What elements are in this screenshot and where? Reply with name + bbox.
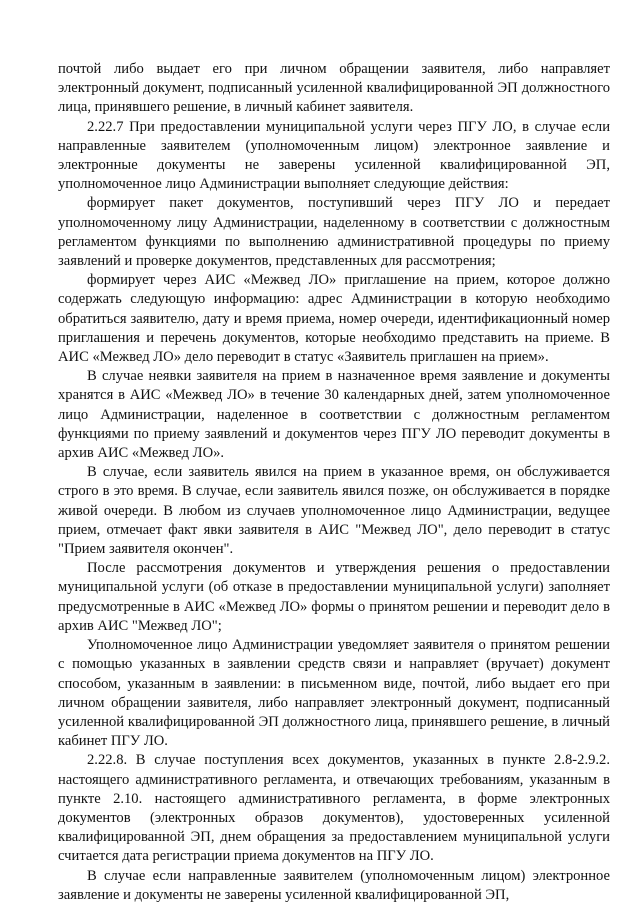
paragraph-after-review: После рассмотрения документов и утверждения решения о предоставлении муниципальной услуги (об отказе в предоставлении муниципальной услуги) заполняет предусмотренные в АИС «Межвед ЛО» формы о принятом решении и переводит дело в архив АИС "Межвед ЛО"; bbox=[58, 560, 610, 634]
paragraph-appeared: В случае, если заявитель явился на прием в указанное время, он обслуживается строго в это время. В случае, если заявитель явился позже, он обслуживается в порядке живой очереди. В любом из случаев уполномоченное лицо Администрации, ведущее прием, отмечает факт явки заявителя в АИС "Межвед ЛО", дело переводит в статус "Прием заявителя окончен". bbox=[58, 464, 610, 558]
paragraph-2-22-8: 2.22.8. В случае поступления всех документов, указанных в пункте 2.8-2.9.2. настоящего административного регламента, и отвечающих требованиям, указанным в пункте 2.10. настоящего административного регламента, в форме электронных документов (электронных образов документов), удостоверенных усиленной квалифицированной ЭП, днем обращения за предоставлением муниципальной услуги считается дата регистрации приема документов на ПГУ ЛО. bbox=[58, 752, 610, 865]
paragraph-notification: Уполномоченное лицо Администрации уведомляет заявителя о принятом решении с помощью указанных в заявлении средств связи и направляет (вручает) документ способом, указанным в заявлении: в письменном виде, почтой, либо выдает его при личном обращении заявителя, либо направляет электронный документ, подписанный усиленной квалифицированной ЭП должностного лица, принявшего решение, в личный кабинет ПГУ ЛО. bbox=[58, 637, 610, 750]
paragraph-1: почтой либо выдает его при личном обращении заявителя, либо направляет электронный документ, подписанный усиленной квалифицированной ЭП должностного лица, принявшего решение, в личный кабинет заявителя. bbox=[58, 61, 610, 116]
paragraph-final: В случае если направленные заявителем (уполномоченным лицом) электронное заявление и документы не заверены усиленной квалифицированной ЭП, bbox=[58, 867, 610, 903]
paragraph-2-22-7: 2.22.7 При предоставлении муниципальной услуги через ПГУ ЛО, в случае если направленные заявителем (уполномоченным лицом) электронное заявление и электронные документы не заверены усиленной квалифицированной ЭП, уполномоченное лицо Администрации выполняет следующие действия: bbox=[58, 118, 610, 193]
paragraph-invitation: формирует через АИС «Межвед ЛО» приглашение на прием, которое должно содержать следующую информацию: адрес Администрации в которую необходимо обратиться заявителю, дату и время приема, номер очереди, идентификационный номер приглашения и перечень документов, которые необходимо представить на приеме. В АИС «Межвед ЛО» дело переводит в статус «Заявитель приглашен на прием». bbox=[58, 272, 610, 366]
document-page bbox=[58, 60, 610, 905]
paragraph-no-show: В случае неявки заявителя на прием в назначенное время заявление и документы хранятся в АИС «Межвед ЛО» в течение 30 календарных дней, затем уполномоченное лицо Администрации, наделенное в соответствии с должностным регламентом функциями по приему заявлений и документов через ПГУ ЛО переводит документы в архив АИС «Межвед ЛО». bbox=[58, 368, 610, 462]
paragraph-forms-package: формирует пакет документов, поступивший через ПГУ ЛО и передает уполномоченному лицу Администрации, наделенному в соответствии с должностным регламентом функциями по выполнению административной процедуры по приему заявлений и проверке документов, представленных для рассмотрения; bbox=[58, 195, 610, 270]
